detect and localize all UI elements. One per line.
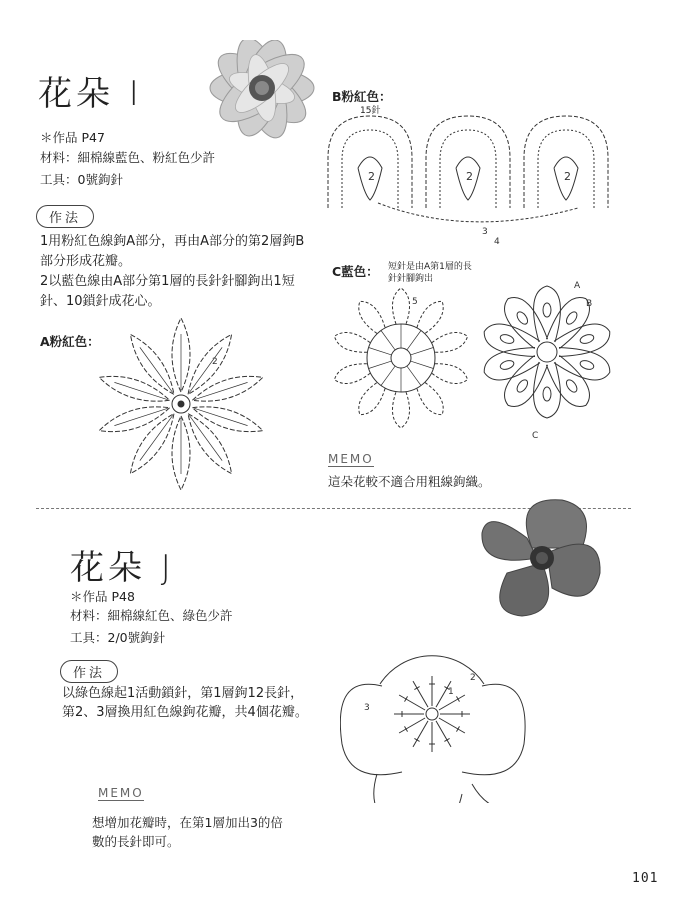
svg-text:2: 2 <box>212 357 218 367</box>
section-i-tool: 工具：0號鉤針 <box>40 172 123 187</box>
assembly-diagram <box>482 274 612 444</box>
section-i-step2: 2以藍色線由A部分第1層的長針針腳鉤出1短針、10鎖針成花心。 <box>40 274 295 309</box>
diagram-b-chart <box>318 108 618 248</box>
section-j-step1: 以綠色線起1活動鎖針，第1層鉤12長針， <box>62 686 304 701</box>
section-j-method-label: 作法 <box>60 660 118 683</box>
section-i-memo-text: 這朵花較不適合用粗線鉤織。 <box>328 474 491 489</box>
section-j-ref: ＊作品 P48 <box>70 589 135 604</box>
diagram-c-note1: 短針是由A第1層的長 <box>388 262 472 272</box>
svg-text:C: C <box>532 431 539 441</box>
diagram-j-chart <box>340 628 540 803</box>
svg-text:3: 3 <box>364 703 370 713</box>
diagram-a-label: A粉紅色： <box>40 334 100 349</box>
diagram-a-chart <box>88 312 278 502</box>
section-i-method-label: 作法 <box>36 205 94 228</box>
section-i-step1: 1用粉紅色線鉤A部分，再由A部分的第2層鉤B部分形成花瓣。 <box>40 234 305 269</box>
svg-text:1: 1 <box>448 687 454 697</box>
svg-text:4: 4 <box>494 237 500 247</box>
diagram-b-label: B粉紅色： <box>332 89 392 104</box>
diagram-c-label: C藍色： <box>332 264 379 279</box>
section-j-memo-text1: 想增加花瓣時，在第1層加出3的倍 <box>92 815 283 830</box>
section-j-memo-label: MEMO <box>98 786 144 800</box>
section-j-material: 材料：細棉線紅色、綠色少許 <box>70 608 233 623</box>
flower-i-photo <box>196 40 326 140</box>
section-j-title: 花朵 J <box>70 548 175 588</box>
section-j-tool: 工具：2/0號鉤針 <box>70 630 166 645</box>
section-i-memo-label: MEMO <box>328 452 374 466</box>
svg-text:2: 2 <box>466 170 473 183</box>
svg-text:2: 2 <box>564 170 571 183</box>
section-j-step2: 第2、3層換用紅色線鉤花瓣，共4個花瓣。 <box>62 705 308 720</box>
page-number: 101 <box>632 871 659 886</box>
svg-text:2: 2 <box>368 170 375 183</box>
section-i-title: 花朵 I <box>38 74 143 114</box>
diagram-c-note2: 針針腳鉤出 <box>388 274 434 284</box>
svg-text:5: 5 <box>412 297 418 307</box>
diagram-b-stitch: 15針 <box>360 106 381 116</box>
svg-text:A: A <box>574 281 581 291</box>
section-i-ref: ＊作品 P47 <box>40 130 105 145</box>
svg-text:B: B <box>586 299 593 309</box>
section-i-material: 材料：細棉線藍色、粉紅色少許 <box>40 150 216 165</box>
svg-text:2: 2 <box>470 673 476 683</box>
flower-j-photo <box>470 490 610 620</box>
diagram-c-chart <box>328 286 478 436</box>
section-j-memo-text2: 數的長針即可。 <box>92 834 180 849</box>
svg-text:3: 3 <box>482 227 488 237</box>
